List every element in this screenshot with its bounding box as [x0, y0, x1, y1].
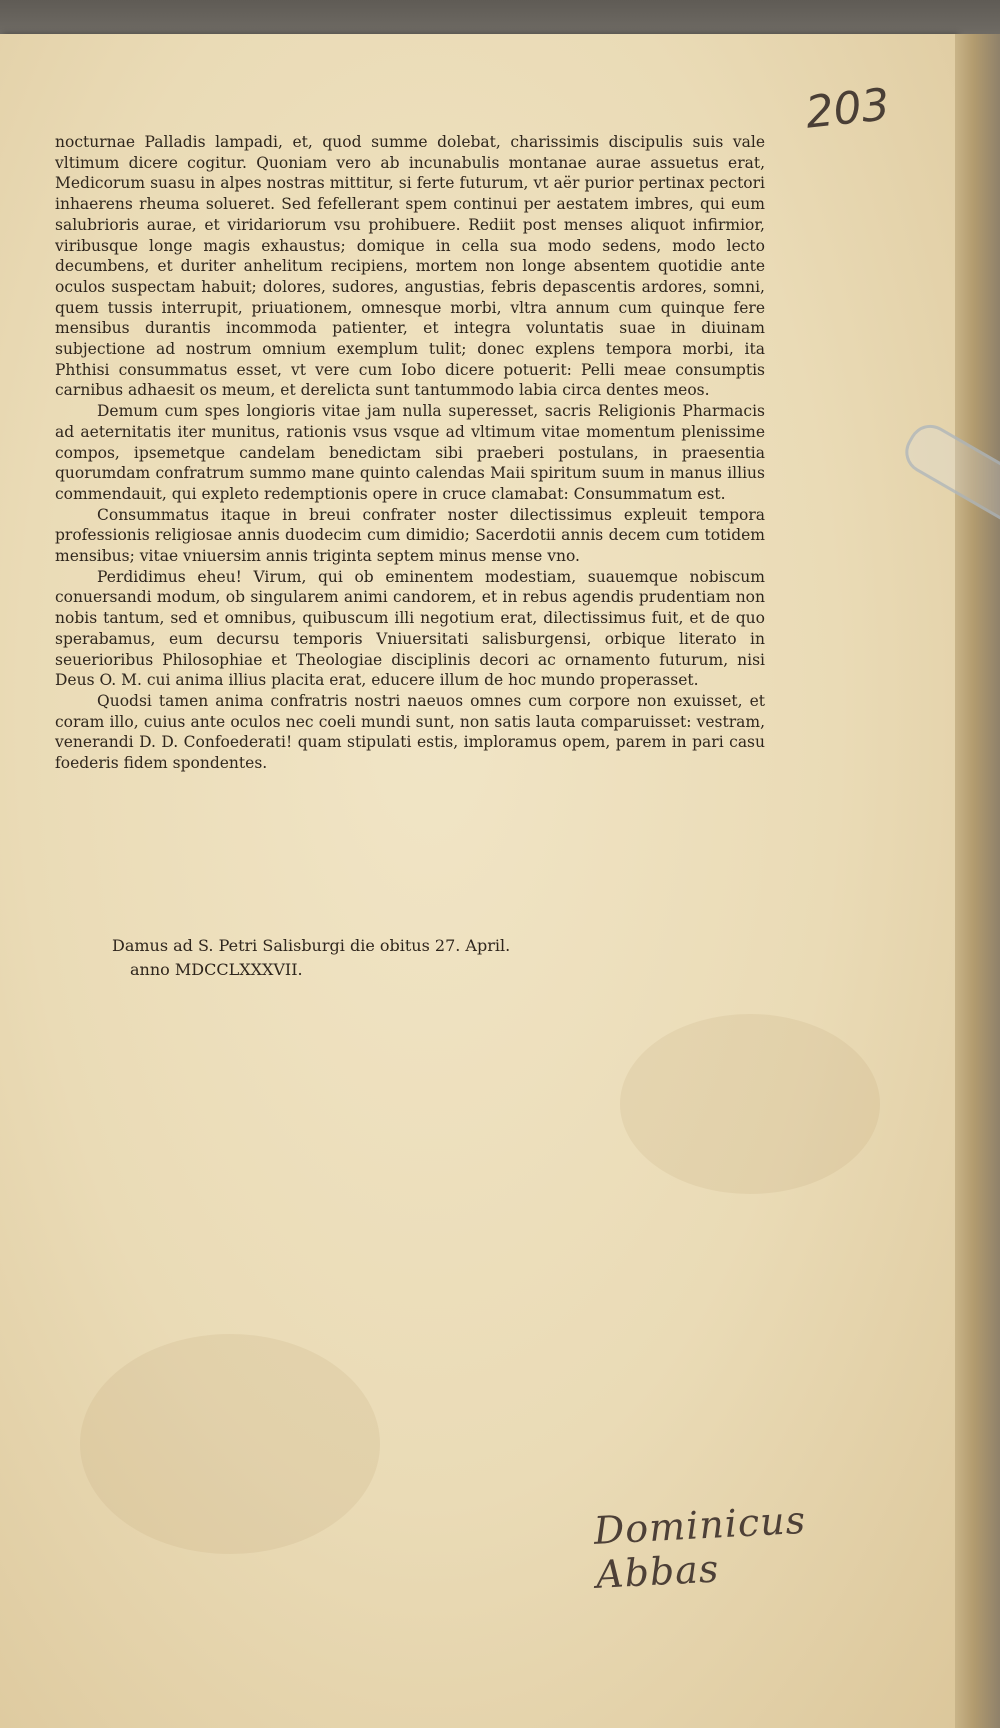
folio-number: 203: [803, 79, 893, 139]
paragraph: Consummatus itaque in breui confrater noster dilectissimus expleuit tempora professionis religiosae annis duodecim cum dimidio; Sacerdotii annis decem cum totidem mensibus; vitae vniuersim annis triginta septem minus mense vno.: [55, 505, 765, 566]
body-text: [55, 132, 765, 774]
paragraph: Perdidimus eheu! Virum, qui ob eminentem modestiam, suauemque nobiscum conuersandi modum, ob singularem animi candorem, et in rebus agendis prudentiam non nobis tantum, sed et omnibus, quibuscum illi negotium erat, dilectissimus fuit, et de quo sperabamus, eum decursu temporis Vniuersitati salisburgensi, orbique literato in seuerioribus Philosophiae et Theologiae disciplinis decori ac ornamento futurum, nisi Deus O. M. cui anima illius placita erat, educere illum de hoc mundo properasset.: [55, 567, 765, 690]
closing-year-line: anno MDCCLXXXVII.: [130, 960, 303, 979]
paragraph: nocturnae Palladis lampadi, et, quod summe dolebat, charissimis discipulis suis vale vltimum dicere cogitur. Quoniam vero ab incunabulis montanae aurae assuetus erat, Medicorum suasu in alpes nostras mittitur, si ferte futurum, vt aër purior pertinax pectori inhaerens rheuma solueret. Sed fefellerant spem continui per aestatem imbres, qui eum salubrioris aurae, et viridariorum vsu prohibuere. Rediit post menses aliquot infirmior, viribusque longe magis exhaustus; domique in cella sua modo sedens, modo lecto decumbens, et duriter anhelitum recipiens, mortem non longe absentem quotidie ante oculos suspectam habuit; dolores, sudores, angustias, febris depascentis ardores, somni, quem tussis interrupit, priuationem, omnesque morbi, vltra annum cum quinque fere mensibus durantis incommoda patienter, et integra voluntatis suae in diuinam subjectione ad nostrum omnium exemplum tulit; donec explens tempora morbi, ita Phthisi consummatus esset, vt vere cum Iobo dicere potuerit: Pelli meae consumptis carnibus adhaesit os meum, et derelicta sunt tantummodo labia circa dentes meos.: [55, 133, 765, 400]
paper-stain: [620, 1014, 880, 1194]
paragraph: Demum cum spes longioris vitae jam nulla superesset, sacris Religionis Pharmacis ad aeternitatis iter munitus, rationis vsus vsque ad vltimum vitae momentum plenissime compos, ipsemetque candelam benedictam sibi praeberi postulans, in praesentia quorumdam confratrum summo mane quinto calendas Maii spiritum suum in manus illius commendauit, qui expleto redemptionis opere in cruce clamabat: Consummatum est.: [55, 402, 765, 503]
closing-date-line: Damus ad S. Petri Salisburgi die obitus 27. April.: [112, 936, 511, 955]
handwritten-signature: Dominicus Abbas: [592, 1497, 808, 1597]
page-edge: [955, 34, 1000, 1728]
paper-stain: [80, 1334, 380, 1554]
paragraph: Quodsi tamen anima confratris nostri naeuos omnes cum corpore non exuisset, et coram illo, cuius ante oculos nec coeli mundi sunt, non satis lauta comparuisset: vestram, venerandi D. D. Confoederati! quam stipulati estis, imploramus opem, parem in pari casu foederis fidem spondentes.: [55, 691, 765, 773]
